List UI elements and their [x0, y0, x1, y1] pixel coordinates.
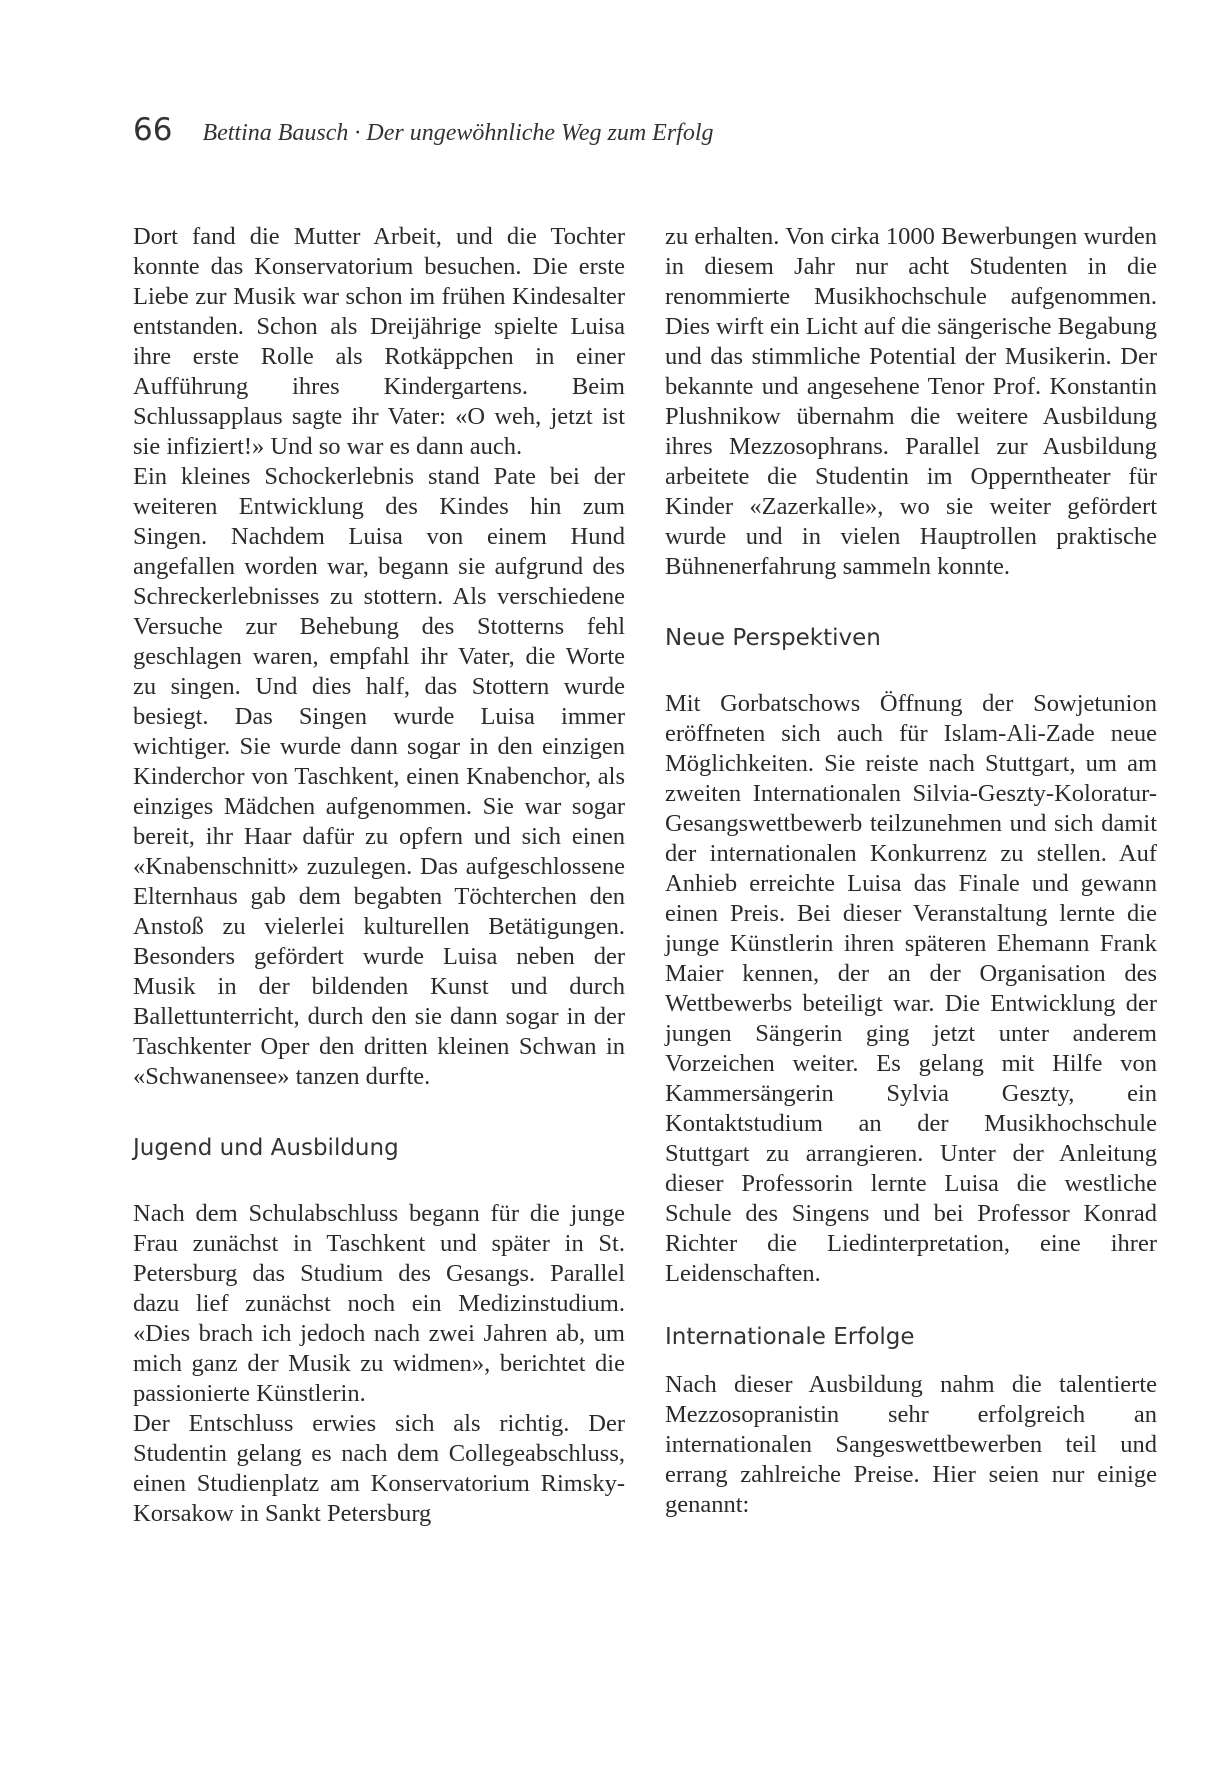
paragraph: Ein kleines Schockerlebnis stand Pate bei der weiteren Entwicklung des Kindes hin zum Singen. Nachdem Luisa von einem Hund angefallen worden war, begann sie aufgrund des Schreckerlebnisses zu stottern. Als verschiedene Versuche zur Behebung des Stotterns fehl geschlagen waren, empfahl ihr Vater, die Worte zu singen. Und dies half, das Stottern wurde besiegt. Das Singen wurde Luisa immer wichtiger. Sie wurde dann sogar in den einzigen Kinderchor von Taschkent, einen Knabenchor, als einziges Mädchen aufgenommen. Sie war sogar bereit, ihr Haar dafür zu opfern und sich einen «Knabenschnitt» zuzulegen. Das aufgeschlossene Elternhaus gab dem begabten Töchterchen den Anstoß zu vielerlei kulturellen Betätigungen. Besonders gefördert wurde Luisa neben der Musik in der bildenden Kunst und durch Ballettunterricht, durch den sie dann sogar in der Taschkenter Oper den dritten kleinen Schwan in «Schwanensee» tanzen durfte. [133, 463, 625, 1090]
page-header [133, 112, 714, 148]
left-column [133, 222, 625, 1529]
section-heading: Internationale Erfolge [665, 1324, 915, 1350]
right-column [665, 222, 1157, 1520]
paragraph: Dort fand die Mutter Arbeit, und die Tochter konnte das Konservatorium besuchen. Die erste Liebe zur Musik war schon im frühen Kindesalter entstanden. Schon als Dreijährige spielte Luisa ihre erste Rolle als Rotkäppchen in einer Aufführung ihres Kindergartens. Beim Schlussapplaus sagte ihr Vater: «O weh, jetzt ist sie infiziert!» Und so war es dann auch. [133, 223, 625, 460]
running-title: Bettina Bausch · Der ungewöhnliche Weg zum Erfolg [202, 120, 714, 146]
paragraph: Der Entschluss erwies sich als richtig. Der Studentin gelang es nach dem Collegeabschluss, einen Studienplatz am Konservatorium Rimsky-Korsakow in Sankt Petersburg [133, 1410, 625, 1527]
section-heading: Neue Perspektiven [665, 625, 881, 651]
paragraph: Mit Gorbatschows Öffnung der Sowjetunion eröffneten sich auch für Islam-Ali-Zade neue Möglichkeiten. Sie reiste nach Stuttgart, um am zweiten Internationalen Silvia-Geszty-Koloratur-Gesangswettbewerb teilzunehmen und sich damit der internationalen Konkurrenz zu stellen. Auf Anhieb erreichte Luisa das Finale und gewann einen Preis. Bei dieser Veranstaltung lernte die junge Künstlerin ihren späteren Ehemann Frank Maier kennen, der an der Organisation des Wettbewerbs beteiligt war. Die Entwicklung der jungen Sängerin ging jetzt unter anderem Vorzeichen weiter. Es gelang mit Hilfe von Kammersängerin Sylvia Geszty, ein Kontaktstudium an der Musikhochschule Stuttgart zu arrangieren. Unter der Anleitung dieser Professorin lernte Luisa die westliche Schule des Singens und bei Professor Konrad Richter die Liedinterpretation, eine ihrer Leidenschaften. [665, 690, 1157, 1287]
section-heading: Jugend und Ausbildung [133, 1135, 399, 1161]
paragraph: Nach dem Schulabschluss begann für die junge Frau zunächst in Taschkent und später in St. Petersburg das Studium des Gesangs. Parallel dazu lief zunächst noch ein Medizinstudium. «Dies brach ich jedoch nach zwei Jahren ab, um mich ganz der Musik zu widmen», berichtet die passionierte Künstlerin. [133, 1200, 625, 1407]
page-number: 66 [133, 112, 173, 148]
paragraph: zu erhalten. Von cirka 1000 Bewerbungen wurden in diesem Jahr nur acht Studenten in die renommierte Musikhochschule aufgenommen. Dies wirft ein Licht auf die sängerische Begabung und das stimmliche Potential der Musikerin. Der bekannte und angesehene Tenor Prof. Konstantin Plushnikow übernahm die weitere Ausbildung ihres Mezzosophrans. Parallel zur Ausbildung arbeitete die Studentin im Opperntheater für Kinder «Zazerkalle», wo sie weiter gefördert wurde und in vielen Hauptrollen praktische Bühnenerfahrung sammeln konnte. [665, 223, 1157, 580]
paragraph: Nach dieser Ausbildung nahm die talentierte Mezzosopranistin sehr erfolgreich an internationalen Sangeswettbewerben teil und errang zahlreiche Preise. Hier seien nur einige genannt: [665, 1371, 1157, 1518]
